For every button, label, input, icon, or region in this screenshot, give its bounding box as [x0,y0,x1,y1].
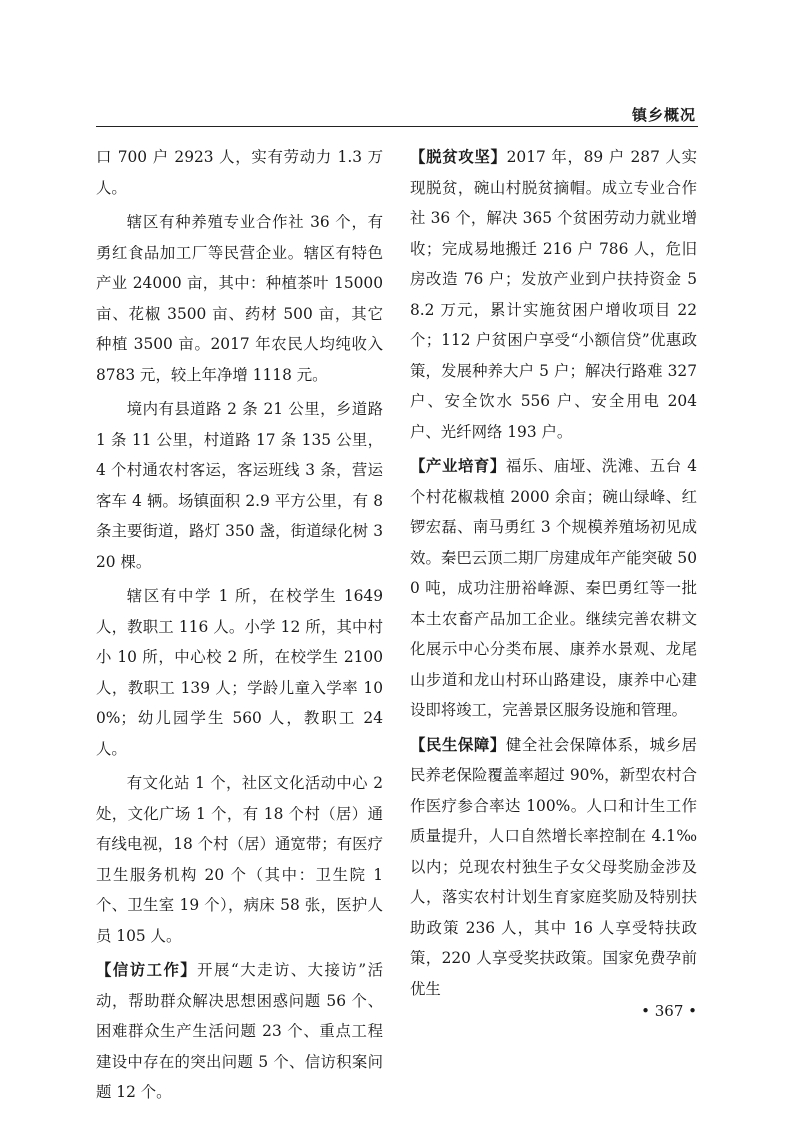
running-header [96,104,698,127]
paragraph-industry: 辖区有种养殖专业合作社 36 个，有勇红食品加工厂等民营企业。辖区有特色产业 24000 亩，其中：种植茶叶 15000 亩、花椒 3500 亩、药材 500 亩，其它种植 3500 亩。2017 年农民人均纯收入 8783 元，较上年净增 1118 元。 [96,213,383,384]
section-label-poverty: 【脱贫攻坚】 [410,148,507,166]
paragraph-industry-cultivation [410,451,697,726]
section-label-petitions: 【信访工作】 [96,961,198,979]
section-label-industry: 【产业培育】 [410,457,506,475]
poverty-text: 2017 年，89 户 287 人实现脱贫，碗山村脱贫摘帽。成立专业合作社 36 个，解决 365 个贫困劳动力就业增收；完成易地搬迁 216 户 786 人，危旧房改造 76 户；发放产业到户扶持资金 58.2 万元，累计实施贫困户增收项目 22 个；112 户贫困户享受“小额信贷”优惠政策，发展种养大户 5 户；解决行路难 327 户、安全饮水 556 户、安全用电 204 户、光纤网络 193 户。 [410,148,697,441]
page-number: • 367 • [641,1002,697,1020]
livelihood-text: 健全社会保障体系，城乡居民养老保险覆盖率超过 90%，新型农村合作医疗参合率达 100%。人口和计生工作质量提升，人口自然增长率控制在 4.1‰以内；兑现农村独生子女父母奖励金涉及人，落实农村计划生育家庭奖励及特别扶助政策 236 人，其中 16 人享受特扶政策，220 人享受奖扶政策。国家免费孕前优生 [410,735,697,998]
paragraph-poverty-alleviation [410,142,697,447]
paragraph-education: 辖区有中学 1 所，在校学生 1649 人，教职工 116 人。小学 12 所，其中村小 10 所，中心校 2 所，在校学生 2100 人，教职工 139 人；学龄儿童入学率 100%；幼儿园学生 560 人，教职工 24 人。 [96,587,383,758]
petitions-text: 开展“大走访、大接访”活动，帮助群众解决思想困惑问题 56 个、困难群众生产生活问题 23 个、重点工程建设中存在的突出问题 5 个、信访积案问题 12 个。 [96,961,383,1101]
paragraph-petitions [96,955,383,1108]
section-label-livelihood: 【民生保障】 [410,735,506,754]
section-title: 镇乡概况 [631,106,696,124]
paragraph-labor-force: 口 700 户 2923 人，实有劳动力 1.3 万人。 [96,148,383,197]
paragraph-livelihood [410,730,697,1005]
paragraph-culture-health: 有文化站 1 个，社区文化活动中心 2 处，文化广场 1 个，有 18 个村（居）通有线电视，18 个村（居）通宽带；有医疗卫生服务机构 20 个（其中：卫生院 1 个、卫生室 19 个），病床 58 张，医护人员 105 人。 [96,774,383,945]
right-column [410,142,697,1008]
left-column [96,142,383,1112]
paragraph-transport: 境内有县道路 2 条 21 公里，乡道路 1 条 11 公里，村道路 17 条 135 公里，4 个村通农村客运，客运班线 3 条，营运客车 4 辆。场镇面积 2.9 平方公里，有 8 条主要街道，路灯 350 盏，街道绿化树 320 棵。 [96,400,383,571]
industry-text: 福乐、庙垭、洗滩、五台 4 个村花椒栽植 2000 余亩；碗山绿峰、红锣宏磊、南马勇红 3 个规模养殖场初见成效。秦巴云顶二期厂房建成年产能突破 500 吨，成功注册裕峰源、秦巴勇红等一批本土农畜产品加工企业。继续完善农耕文化展示中心分类布展、康养水景观、龙尾山步道和龙山村环山路建设，康养中心建设即将竣工，完善景区服务设施和管理。 [410,457,697,719]
